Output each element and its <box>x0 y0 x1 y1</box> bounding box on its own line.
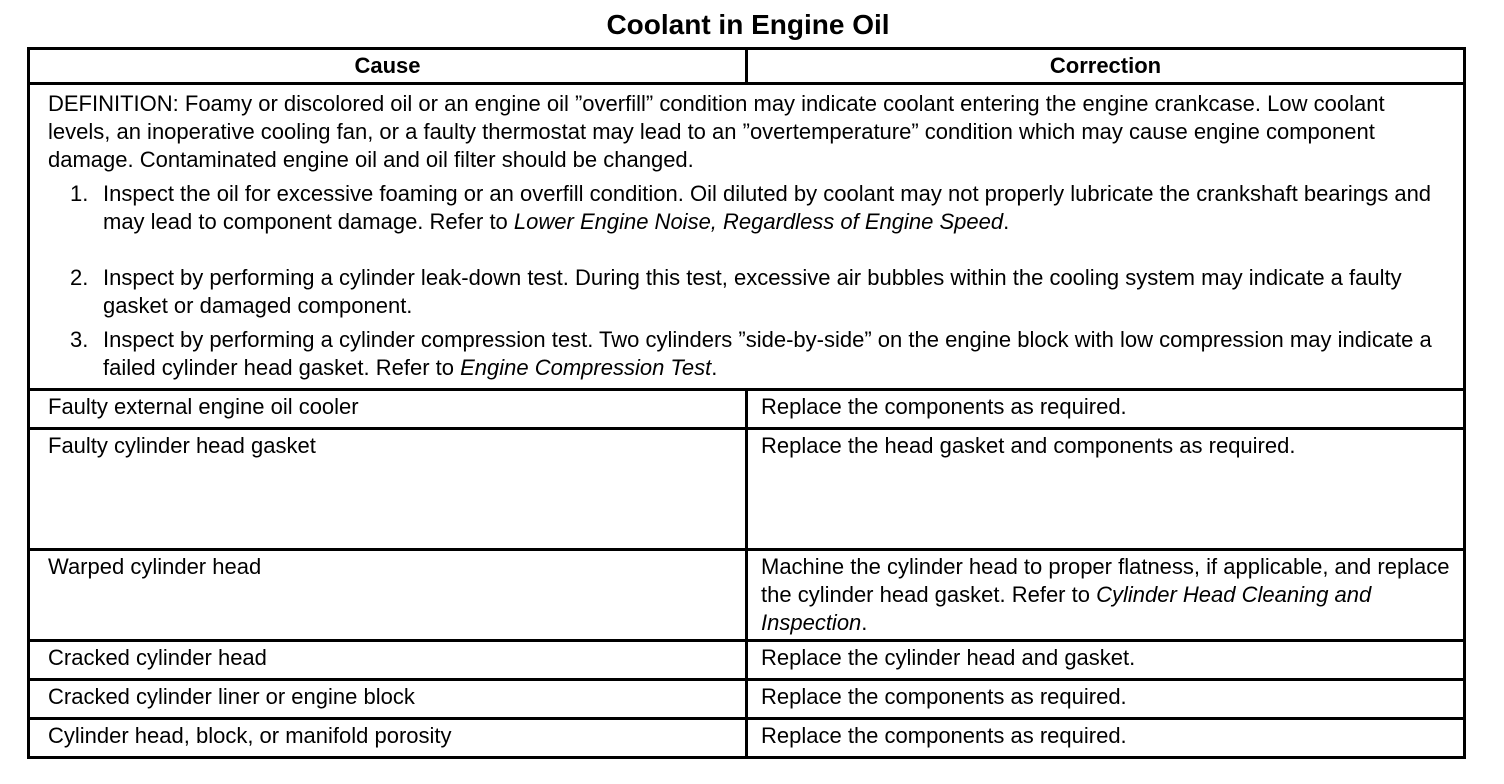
inspection-steps <box>48 180 1449 382</box>
cause-cell: Cracked cylinder liner or engine block <box>29 680 747 719</box>
correction-cell: Replace the components as required. <box>747 390 1465 429</box>
cause-cell: Faulty cylinder head gasket <box>29 429 747 550</box>
header-row <box>29 49 1465 84</box>
step-end: . <box>1003 209 1010 234</box>
step-number: 3. <box>70 327 89 352</box>
correction-header: Correction <box>747 49 1465 84</box>
cause-header: Cause <box>29 49 747 84</box>
table-row <box>29 719 1465 758</box>
step-number: 1. <box>70 181 89 206</box>
table-row <box>29 390 1465 429</box>
step-reference: Lower Engine Noise, Regardless of Engine Speed <box>513 209 1004 234</box>
correction-end: . <box>861 610 868 635</box>
page-title: Coolant in Engine Oil <box>606 9 890 40</box>
step-end: . <box>711 355 718 380</box>
correction-cell: Replace the head gasket and components as required. <box>747 429 1465 550</box>
cause-cell: Faulty external engine oil cooler <box>29 390 747 429</box>
table-row <box>29 680 1465 719</box>
diagnosis-table <box>27 47 1466 759</box>
step-reference: Engine Compression Test <box>460 355 712 380</box>
cause-cell: Warped cylinder head <box>29 550 747 641</box>
cause-cell: Cracked cylinder head <box>29 641 747 680</box>
step-item <box>48 264 1449 326</box>
definition-cell <box>29 84 1465 390</box>
step-number: 2. <box>70 265 89 290</box>
correction-cell: Replace the components as required. <box>747 680 1465 719</box>
cause-cell: Cylinder head, block, or manifold porosity <box>29 719 747 758</box>
correction-text: Machine the cylinder head to proper flatness, if applicable, and replace the cylinder head gasket. Refer to <box>761 554 1450 607</box>
step-text: Inspect by performing a cylinder compression test. Two cylinders ”side-by-side” on the engine block with low compression may indicate a failed cylinder head gasket. Refer to <box>103 327 1432 380</box>
step-item <box>48 180 1449 264</box>
step-text: Inspect by performing a cylinder leak-down test. During this test, excessive air bubbles within the cooling system may indicate a faulty gasket or damaged component. <box>103 265 1402 318</box>
table-row <box>29 550 1465 641</box>
definition-row <box>29 84 1465 390</box>
correction-cell: Replace the components as required. <box>747 719 1465 758</box>
table-row <box>29 429 1465 550</box>
step-item <box>48 326 1449 382</box>
correction-cell: Replace the cylinder head and gasket. <box>747 641 1465 680</box>
correction-cell <box>747 550 1465 641</box>
definition-text: DEFINITION: Foamy or discolored oil or an engine oil ”overfill” condition may indicate coolant entering the engine crankcase. Low coolant levels, an inoperative cooling fan, or a faulty thermostat may lead to an ”overtemperature” condition which may cause engine component damage. Contaminated engine oil and oil filter should be changed. <box>48 91 1385 172</box>
step-text: Inspect the oil for excessive foaming or an overfill condition. Oil diluted by coolant may not properly lubricate the crankshaft bearings and may lead to component damage. Refer to <box>103 181 1432 234</box>
table-row <box>29 641 1465 680</box>
correction-reference: Cylinder Head Cleaning and Inspection <box>761 582 1372 635</box>
